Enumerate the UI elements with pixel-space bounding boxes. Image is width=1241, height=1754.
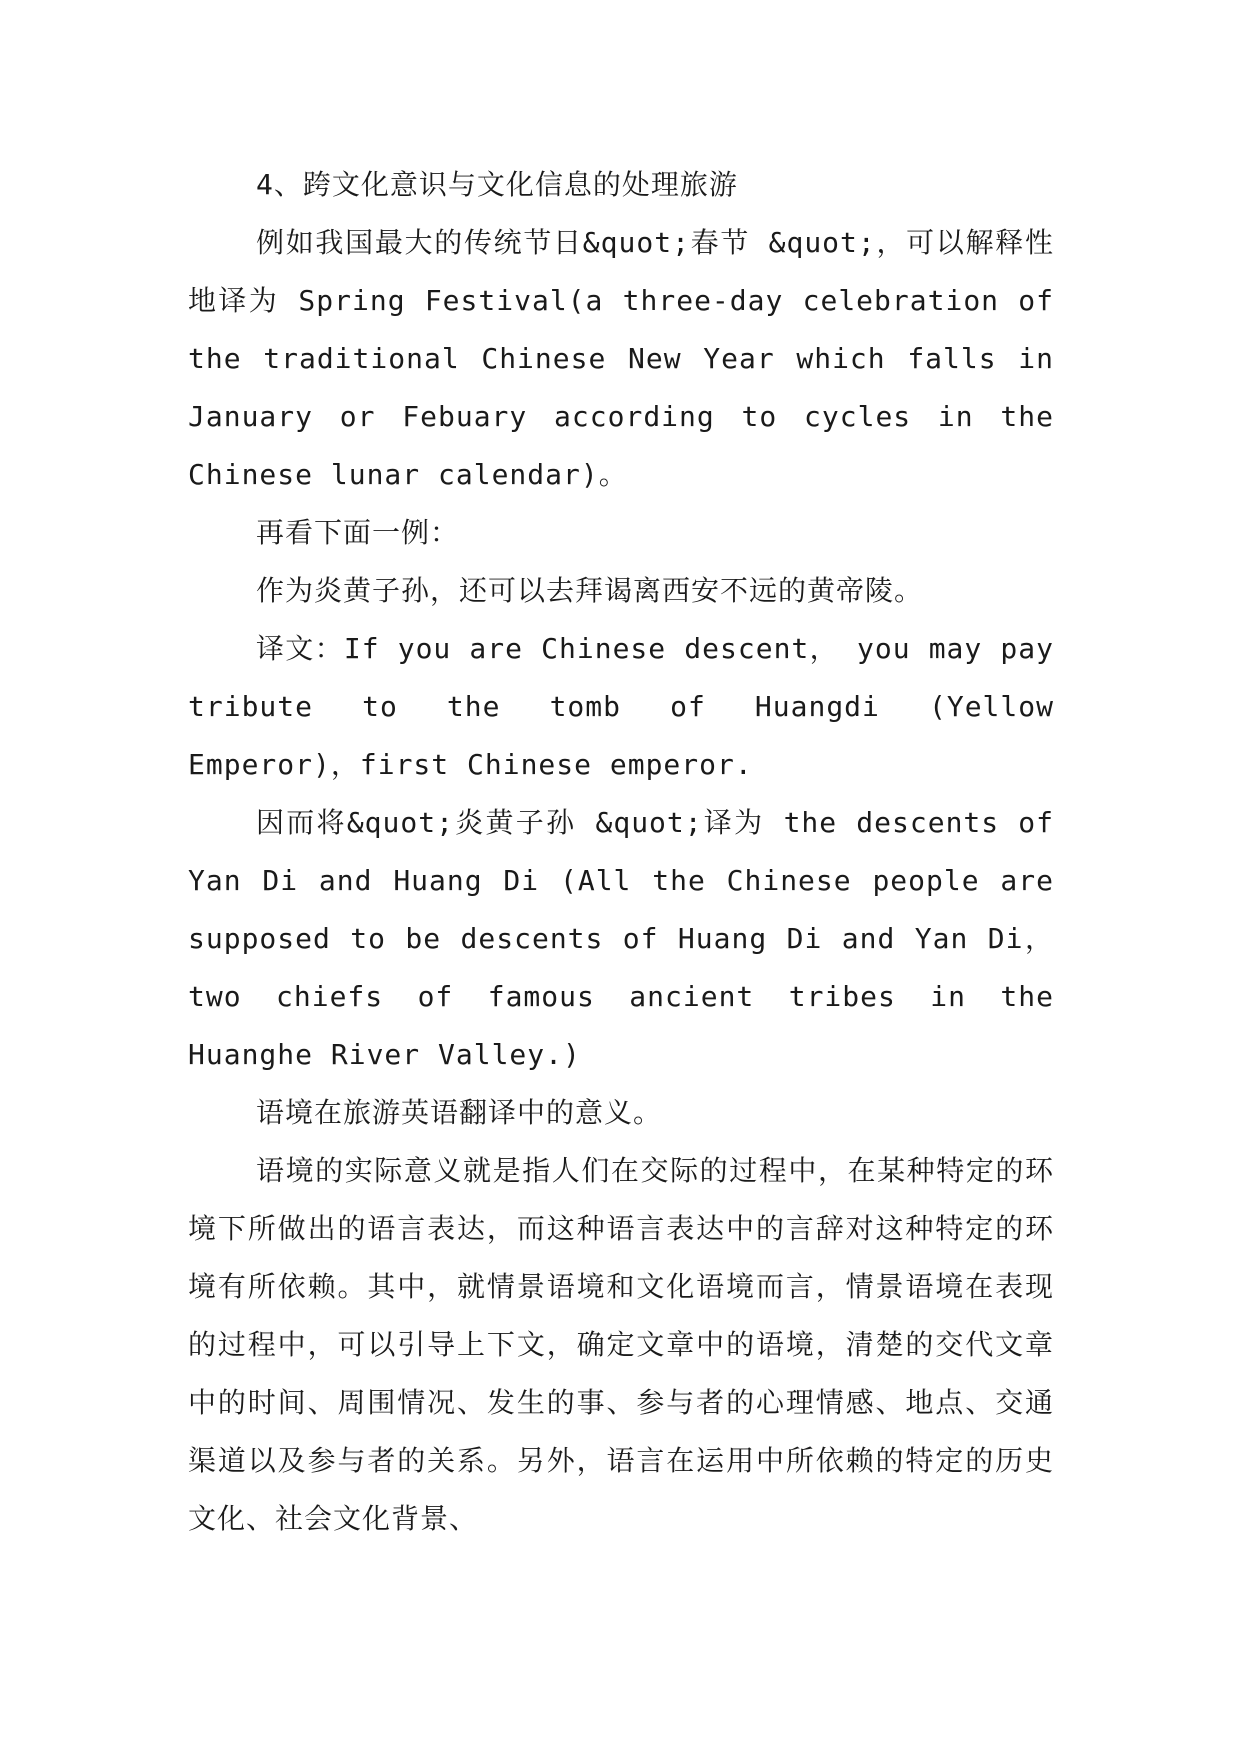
document-body: [188, 156, 1054, 1548]
paragraph-descendants-translation: 因而将&quot;炎黄子孙 &quot;译为 the descents of Yan Di and Huang Di (All the Chinese people are supposed to be descents of Huang Di and Yan Di，two chiefs of famous ancient tribes in the Huanghe River Valley.): [188, 806, 1054, 1071]
section-heading: 4、跨文化意识与文化信息的处理旅游: [256, 168, 738, 201]
paragraph-spring-festival: 例如我国最大的传统节日&quot;春节 &quot;，可以解释性地译为 Spring Festival(a three-day celebration of the traditional Chinese New Year which falls in January or Febuary according to cycles in the Chinese lunar calendar)。: [188, 226, 1054, 491]
paragraph-another-example: 再看下面一例：: [256, 516, 460, 549]
paragraph-context-meaning: 语境的实际意义就是指人们在交际的过程中，在某种特定的环境下所做出的语言表达，而这种语言表达中的言辞对这种特定的环境有所依赖。其中，就情景语境和文化语境而言，情景语境在表现的过程中，可以引导上下文，确定文章中的语境，清楚的交代文章中的时间、周围情况、发生的事、参与者的心理情感、地点、交通渠道以及参与者的关系。另外，语言在运用中所依赖的特定的历史文化、社会文化背景、: [188, 1154, 1054, 1535]
paragraph-context-heading: 语境在旅游英语翻译中的意义。: [256, 1096, 663, 1129]
paragraph-translation: 译文：If you are Chinese descent， you may pay tribute to the tomb of Huangdi (Yellow Emperor)，first Chinese emperor.: [188, 632, 1054, 781]
paragraph-example-sentence: 作为炎黄子孙，还可以去拜谒离西安不远的黄帝陵。: [256, 574, 924, 607]
